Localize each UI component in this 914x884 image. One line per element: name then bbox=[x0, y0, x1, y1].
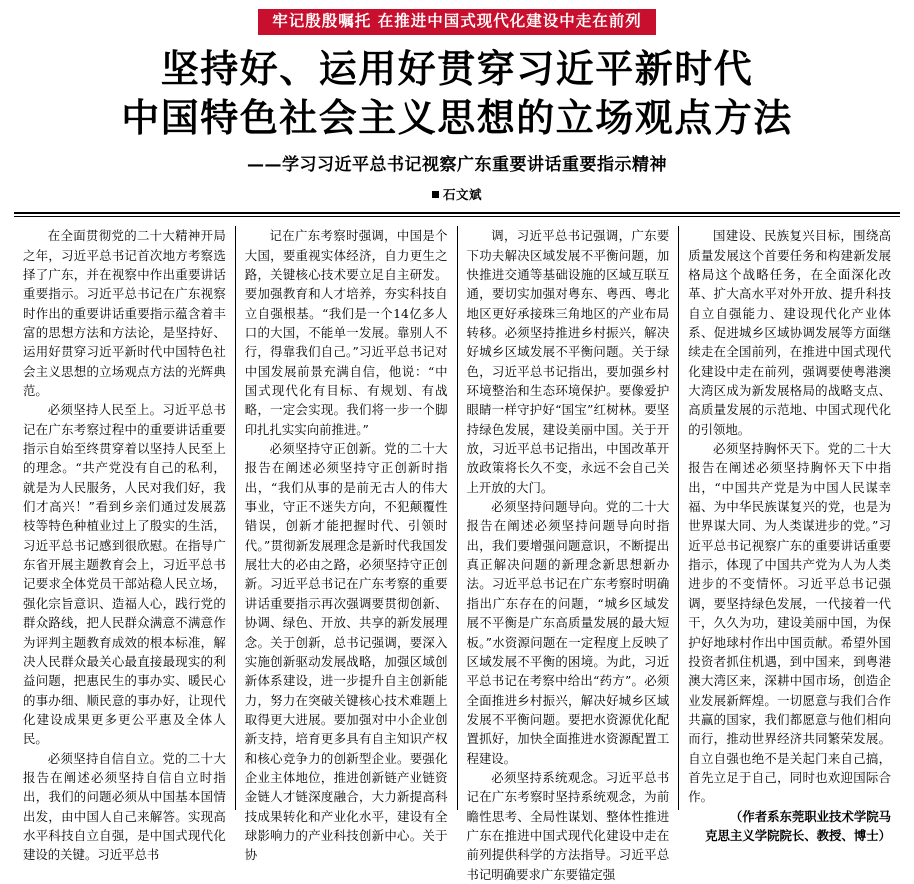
square-bullet-icon bbox=[432, 191, 439, 198]
paragraph: 必须坚持胸怀天下。党的二十大报告在阐述必须坚持胸怀天下中指出，“中国共产党是为中国人民谋幸福、为中华民族谋复兴的党，也是为世界谋大同、为人类谋进步的党。”习近平总书记视察广东的重要讲话重要指示，体现了中国共产党为人为人类进步的不变情怀。习近平总书记强调，要坚持绿色发展，一代接着一代干，久久为功，建设美丽中国，为保护好地球村作出中国贡献。希望外国投资者抓住机遇，到中国来，到粤港澳大湾区来，深耕中国市场，创造企业发展新辉煌。一切愿意与我们合作共赢的国家，我们都愿意与他们相向而行，推动世界经济共同繁荣发展。自立自强也绝不是关起门来自己搞，首先立足于自己，同时也欢迎国际合作。 bbox=[688, 441, 891, 805]
article-column-2 bbox=[235, 226, 457, 863]
byline bbox=[0, 185, 914, 203]
paragraph: 必须坚持人民至上。习近平总书记在广东考察过程中的重要讲话重要指示自始至终贯穿着以坚持人民至上的理念。“共产党没有自己的私利，就是为人民服务，人民对我们好，我们才高兴！”看到乡亲们通过发展荔枝等特色种植业过上了殷实的生活，习近平总书记感到很欣慰。在指导广东省开展主题教育会上，习近平总书记要求全体党员干部站稳人民立场，强化宗旨意识、造福人心，践行党的群众路线，把人民群众满意不满意作为评判主题教育成效的根本标准，解决人民群众最关心最直接最现实的利益问题，把惠民生的事办实、暖民心的事办细、顺民意的事办好，让现代化建设成果更多更公平惠及全体人民。 bbox=[23, 402, 226, 747]
paragraph: 国建设、民族复兴目标，围绕高质量发展这个首要任务和构建新发展格局这个战略任务，在全面深化改革、扩大高水平对外开放、提升科技自立自强能力、建设现代化产业体系、促进城乡区域协调发展等方面继续走在全国前列，在推进中国式现代化建设中走在前列，强调要使粤港澳大湾区成为新发展格局的战略支点、高质量发展的示范地、中国式现代化的引领地。 bbox=[688, 228, 891, 437]
top-banner: 牢记殷殷嘱托 在推进中国式现代化建设中走在前列 bbox=[258, 9, 655, 35]
author-name: 石文斌 bbox=[442, 187, 482, 203]
paragraph: 调，习近平总书记强调，广东要下功夫解决区域发展不平衡问题，加快推进交通等基础设施的区域互联互通，要切实加强对粤东、粤西、粤北地区更好承接珠三角地区的产业布局转移。必须坚持推进乡村振兴，解决好城乡区域发展不平衡问题。关于绿色，习近平总书记指出，要加强乡村环境整治和生态环境保护。要像爱护眼睛一样守护好“国宝”红树林。要坚持绿色发展，建设美丽中国。关于开放，习近平总书记指出，中国改革开放政策将长久不变，永远不会自己关上开放的大门。 bbox=[466, 228, 670, 495]
article-column-1 bbox=[14, 226, 235, 863]
article-body bbox=[14, 226, 900, 882]
page-title bbox=[0, 45, 914, 142]
paragraph: 必须坚持自信自立。党的二十大报告在阐述必须坚持自信自立时指出，我们的问题必须从中国基本国情出发，由中国人自己来解答。实现高水平科技自立自强，是中国式现代化建设的关键。习近平总书 bbox=[23, 750, 226, 863]
headline-line-2: 中国特色社会主义思想的立场观点方法 bbox=[121, 94, 793, 140]
subheadline: ——学习习近平总书记视察广东重要讲话重要指示精神 bbox=[247, 155, 667, 176]
divider-thin bbox=[14, 216, 900, 217]
divider-thick bbox=[14, 212, 900, 214]
article-column-4 bbox=[678, 226, 900, 843]
paragraph: 在全面贯彻党的二十大精神开局之年，习近平总书记首次地方考察选择了广东，并在视察中作出重要讲话重要指示。习近平总书记在广东视察时作出的重要讲话重要指示蕴含着丰富的思想方法和方法论，是坚持好、运用好贯穿习近平新时代中国特色社会主义思想的立场观点方法的光辉典范。 bbox=[23, 228, 226, 399]
banner-container bbox=[0, 0, 914, 35]
paragraph: 必须坚持守正创新。党的二十大报告在阐述必须坚持守正创新时指出，“我们从事的是前无古人的伟大事业，守正不迷失方向，不犯颠覆性错误，创新才能把握时代、引领时代。”贯彻新发展理念是新时代我国发展壮大的必由之路，必须坚持守正创新。习近平总书记在广东考察的重要讲话重要指示再次强调要贯彻创新、协调、绿色、开放、共享的新发展理念。关于创新，总书记强调，要深入实施创新驱动发展战略，加强区域创新体系建设，进一步提升自主创新能力，努力在突破关键核心技术难题上取得更大进展。要加强对中小企业创新支持，培育更多具有自主知识产权和核心竞争力的创新型企业。要强化企业主体地位，推进创新链产业链资金链人才链深度融合，大力新提高科技成果转化和产业化水平，建设有全球影响力的产业科技创新中心。关于协 bbox=[244, 441, 448, 863]
paragraph: 必须坚持问题导向。党的二十大报告在阐述必须坚持问题导向时指出，我们要增强问题意识，不断提出真正解决问题的新理念新思想新办法。习近平总书记在广东考察时明确指出广东存在的问题，“城乡区域发展不平衡是广东高质量发展的最大短板。”水资源问题在一定程度上反映了区域发展不平衡的困境。为此，习近平总书记在考察中给出“药方”。必须全面推进乡村振兴，解决好城乡区域发展不平衡问题。要把水资源优化配置抓好，加快全面推进水资源配置工程建设。 bbox=[466, 499, 670, 766]
paragraph: 记在广东考察时强调，中国是个大国，要重视实体经济，自力更生之路，关键核心技术要立足自主研发。要加强教育和人才培养，夯实科技自立自强根基。“我们是一个14亿多人口的大国，不能单一发展。靠别人不行，得靠我们自己。”习近平总书记对中国发展前景充满自信，他说：“中国式现代化有目标、有规划、有战略，一定会实现。我们将一步一个脚印扎扎实实向前推进。” bbox=[244, 228, 448, 437]
headline-line-1: 坚持好、运用好贯穿习近平新时代 bbox=[160, 46, 754, 92]
author-affiliation-line-2: 克思主义学院院长、教授、博士） bbox=[705, 827, 891, 843]
paragraph: 必须坚持系统观念。习近平总书记在广东考察时坚持系统观念，为前瞻性思考、全局性谋划、整体性推进广东在推进中国式现代化建设中走在前列提供科学的方法指导。习近平总书记明确要求广东要锚定强 bbox=[466, 769, 670, 882]
article-column-3 bbox=[457, 226, 679, 882]
author-affiliation-line-1: （作者系东莞职业技术学院马 bbox=[729, 808, 891, 824]
